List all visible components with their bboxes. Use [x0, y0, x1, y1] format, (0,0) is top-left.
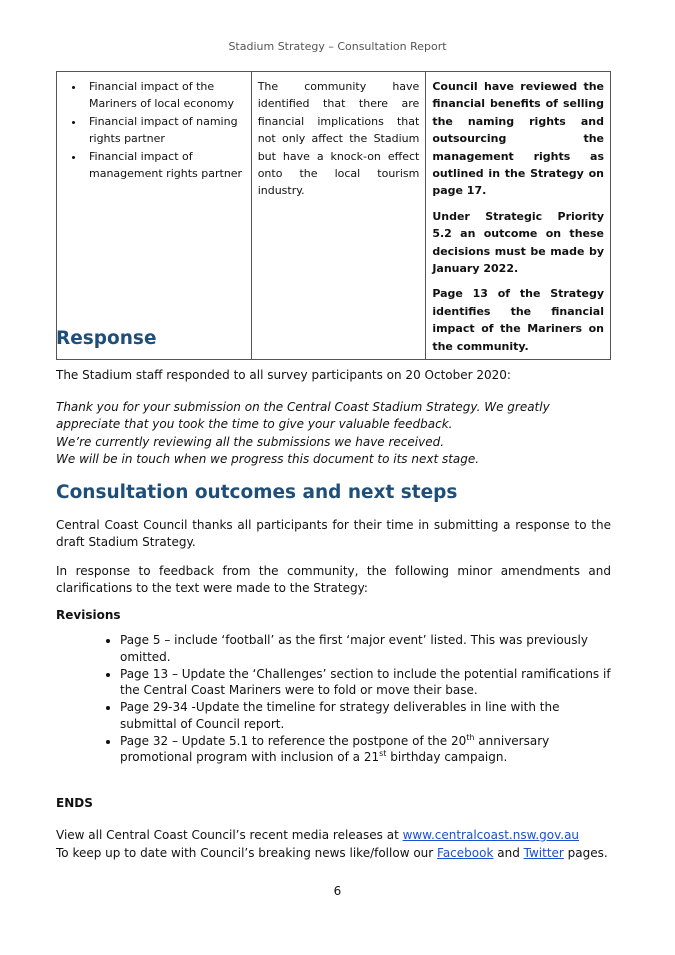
response-paragraph: Under Strategic Priority 5.2 an outcome on these decisions must be made by January 2022.: [432, 209, 604, 276]
issues-list: [65, 78, 245, 182]
feedback-table: [56, 71, 611, 360]
council-response-cell: [426, 72, 611, 360]
outcomes-paragraph-2: In response to feedback from the community, the following minor amendments and clarifications to the text were made to the Strategy:: [56, 564, 611, 596]
page-number: 6: [333, 884, 342, 898]
twitter-link[interactable]: Twitter: [523, 846, 564, 860]
social-and-text: and: [493, 846, 524, 860]
media-releases-line: [56, 827, 611, 844]
issues-cell: [57, 72, 252, 360]
list-item: • Financial impact of the Mariners of local economy: [85, 78, 245, 113]
running-header: Stadium Strategy – Consultation Report: [228, 40, 447, 53]
social-line: [56, 845, 611, 862]
social-text: To keep up to date with Council’s breaking news like/follow our: [56, 846, 438, 860]
media-releases-text: View all Central Coast Council’s recent media releases at: [56, 828, 403, 842]
revision-item: • Page 5 – include ‘football’ as the first ‘major event’ listed. This was previously omitted.: [120, 632, 611, 665]
revisions-list: [56, 632, 611, 766]
ordinal-suffix: st: [379, 749, 387, 758]
ordinal-suffix: th: [466, 732, 475, 742]
council-website-link[interactable]: www.centralcoast.nsw.gov.au: [402, 828, 580, 842]
revision-text: birthday campaign.: [386, 750, 508, 764]
ends-label: ENDS: [56, 796, 93, 810]
revisions-heading: Revisions: [56, 608, 121, 622]
list-item: • Financial impact of naming rights partner: [85, 113, 245, 148]
response-paragraph: Page 13 of the Strategy identifies the financial impact of the Mariners on the community.: [432, 287, 604, 353]
revision-text: anniversary promotional program with inclusion of a 21: [120, 733, 550, 764]
quote-line: We’re currently reviewing all the submissions we have received.: [56, 434, 445, 449]
response-intro: The Stadium staff responded to all survey participants on 20 October 2020:: [56, 368, 511, 382]
revision-item: • Page 29-34 -Update the timeline for strategy deliverables in line with the submittal of Council report.: [120, 699, 611, 732]
revision-item: [120, 733, 611, 766]
quote-line: Thank you for your submission on the Central Coast Stadium Strategy. We greatly appreciate that you took the time to give your valuable feedback.: [56, 400, 550, 432]
facebook-link[interactable]: Facebook: [437, 846, 494, 860]
list-item: • Financial impact of management rights partner: [85, 148, 245, 183]
response-quote: [56, 399, 611, 469]
revision-text: Page 32 – Update 5.1 to reference the postpone of the 20: [120, 733, 467, 748]
response-heading: Response: [56, 328, 157, 349]
response-paragraph: Council have reviewed the financial benefits of selling the naming rights and outsourcing the management rights as outlined in the Strategy on page 17.: [432, 80, 604, 198]
quote-line: We will be in touch when we progress this document to its next stage.: [56, 452, 480, 467]
outcomes-heading: Consultation outcomes and next steps: [56, 482, 458, 503]
outcomes-paragraph-1: Central Coast Council thanks all participants for their time in submitting a response to the draft Stadium Strategy.: [56, 518, 611, 550]
revision-item: • Page 13 – Update the ‘Challenges’ section to include the potential ramifications if the Central Coast Mariners were to fold or move their base.: [120, 666, 611, 699]
social-end-text: pages.: [563, 846, 608, 860]
table-row: [57, 72, 611, 360]
feedback-cell: The community have identified that there are financial implications that not only affect the Stadium but have a knock-on effect onto the local tourism industry.: [251, 72, 426, 360]
